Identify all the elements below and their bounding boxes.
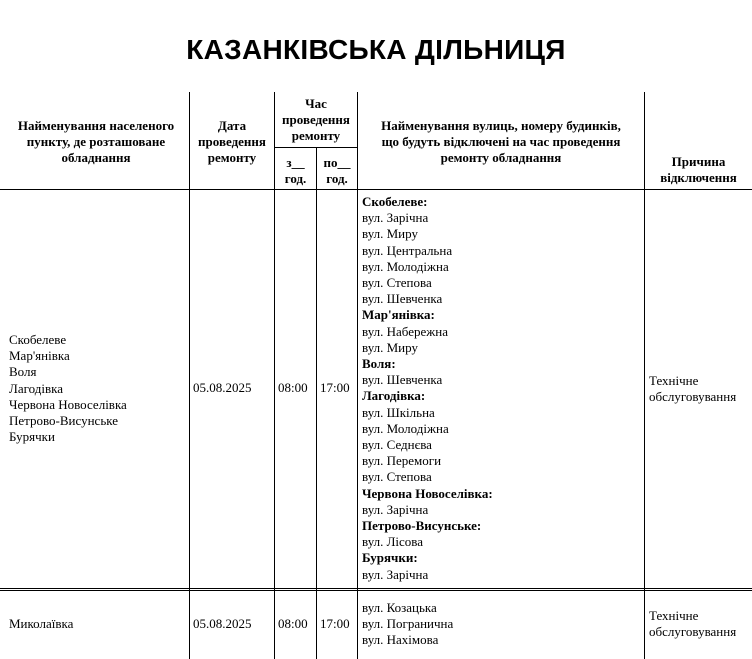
street-list [362,194,493,583]
settlement-heading: Мар'янівка: [362,307,435,323]
time-from: 08:00 [278,380,308,395]
header-from: з__ год. [284,155,307,186]
street-item: вул. Центральна [362,242,453,258]
street-item: вул. Степова [362,469,432,485]
settlement-heading: Воля: [362,356,396,372]
street-item: вул. Молодіжна [362,258,449,274]
settlement-heading: Петрово-Висунське: [362,518,482,534]
street-list [362,600,453,649]
street-item: вул. Степова [362,275,432,291]
grid-line [189,92,190,659]
grid-line [275,147,357,148]
settlement-list: Миколаївка [9,616,74,631]
disconnection-reason: Технічне обслуговування [649,373,737,404]
header-time: Час проведення ремонту [282,96,350,143]
header-streets: Найменування вулиць, номеру будинків, що будуть відключені на час проведення ремонту обладнання [381,118,621,165]
street-item: вул. Козацька [362,600,437,615]
repair-date: 05.08.2025 [193,616,252,631]
settlement-list: Скобелеве Мар'янівка Воля Лагодівка Червона Новоселівка Петрово-Висунське Бурячки [9,332,127,445]
time-to: 17:00 [320,616,350,631]
disconnection-reason: Технічне обслуговування [649,608,737,639]
grid-line [0,189,752,190]
street-item: вул. Набережна [362,323,448,339]
grid-line [0,590,752,591]
header-settlement: Найменування населеного пункту, де розташоване обладнання [17,118,175,165]
settlement-heading: Лагодівка: [362,388,426,404]
street-item: вул. Погранична [362,616,454,632]
street-item: вул. Зарічна [362,210,429,226]
time-to: 17:00 [320,380,350,395]
street-item: вул. Лісова [362,534,424,550]
time-from: 08:00 [278,616,308,631]
page-title: КАЗАНКІВСЬКА ДІЛЬНИЦЯ [186,34,566,65]
header-date: Дата проведення ремонту [198,118,266,165]
settlement-heading: Скобелеве: [362,194,428,209]
street-item: вул. Зарічна [362,501,429,517]
street-item: вул. Миру [362,339,418,355]
street-item: вул. Шевченка [362,291,443,307]
street-item: вул. Шкільна [362,404,435,420]
street-item: вул. Седнєва [362,437,432,453]
grid-line [0,588,752,589]
settlement-heading: Бурячки: [362,550,418,566]
street-item: вул. Зарічна [362,566,429,582]
grid-line [316,148,317,659]
header-reason: Причина відключення [660,154,737,185]
street-item: вул. Перемоги [362,453,442,469]
street-item: вул. Миру [362,226,418,242]
grid-line [357,92,358,659]
repair-date: 05.08.2025 [193,380,252,395]
street-item: вул. Нахімова [362,632,439,648]
header-to: по__ год. [323,155,351,186]
settlement-heading: Червона Новоселівка: [362,485,493,501]
street-item: вул. Молодіжна [362,420,449,436]
street-item: вул. Шевченка [362,372,443,388]
